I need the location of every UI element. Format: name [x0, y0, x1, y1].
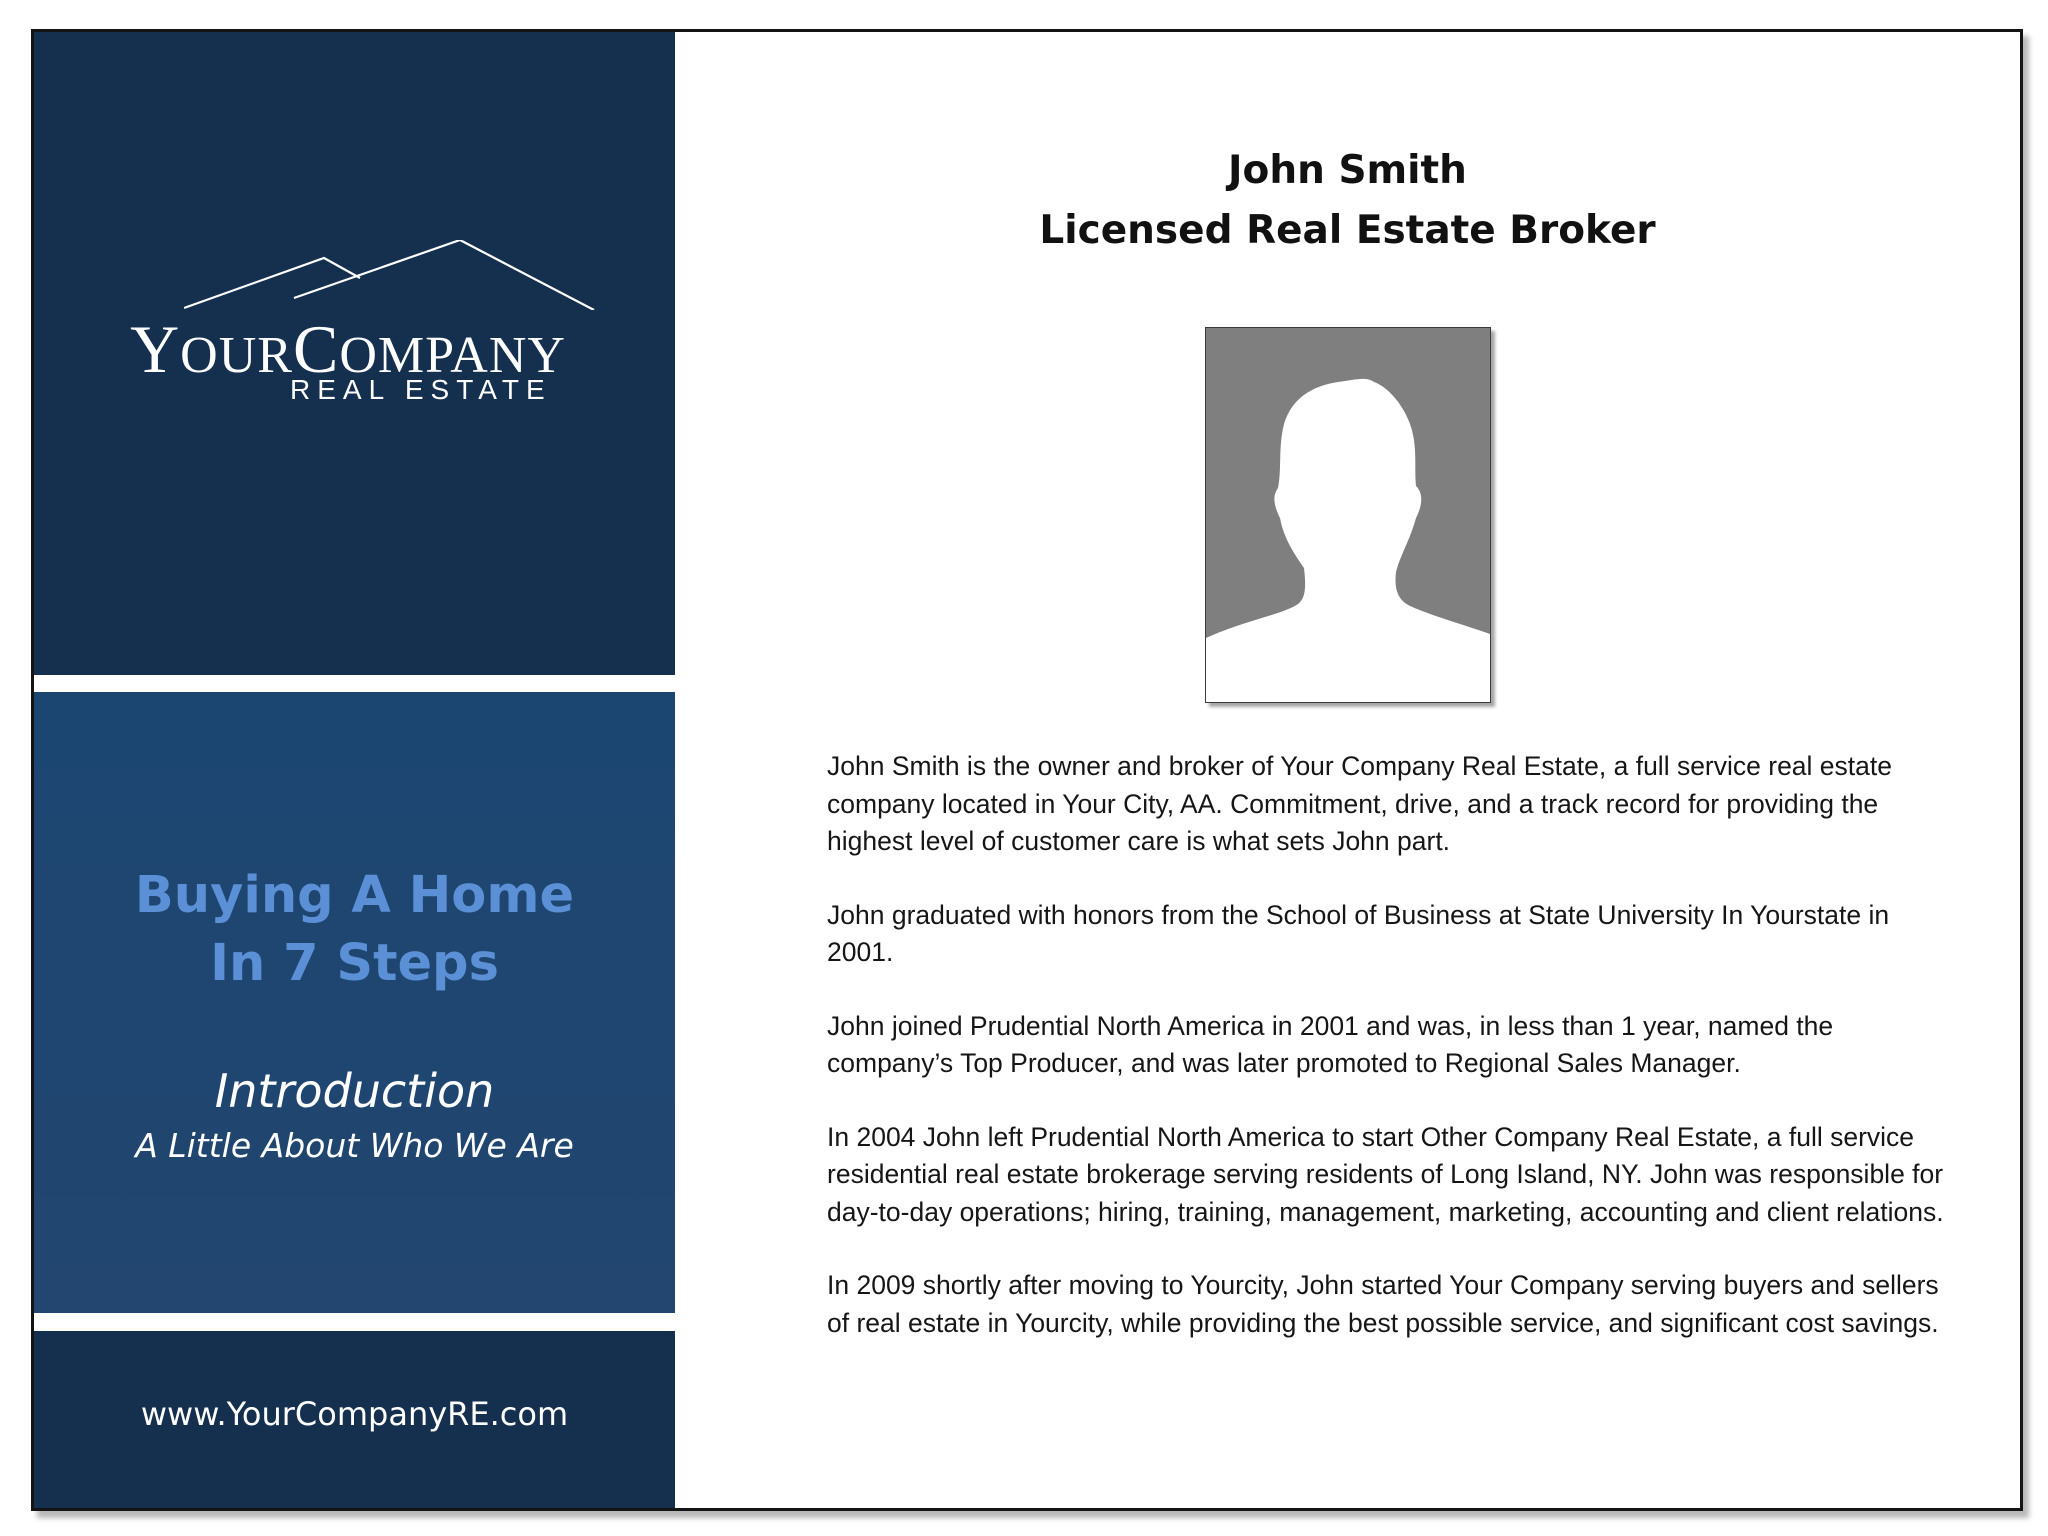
document-page [31, 29, 2023, 1511]
section-title: Introduction [214, 1064, 495, 1118]
section-subtitle: A Little About Who We Are [135, 1126, 574, 1165]
guide-title [34, 862, 675, 998]
guide-title-panel [34, 692, 675, 1313]
website-url: www.YourCompanyRE.com [140, 1395, 569, 1433]
sidebar [34, 32, 675, 1508]
bio-paragraph: John graduated with honors from the School of Business at State University In Yourstate in 2001. [827, 899, 1890, 967]
company-wordmark: YOURCOMPANY [130, 311, 566, 387]
agent-bio [827, 748, 1957, 1378]
bio-paragraph: In 2004 John left Prudential North America to start Other Company Real Estate, a full service residential real estate brokerage serving residents of Long Island, NY. John was responsible for day-to-day operations; hiring, training, management, marketing, accounting and client relations. [827, 1121, 1944, 1227]
guide-title-line2: In 7 Steps [210, 934, 499, 993]
person-silhouette-icon [1206, 328, 1490, 702]
logo-panel [34, 32, 675, 675]
agent-photo-placeholder [1205, 327, 1491, 703]
guide-title-line1: Buying A Home [134, 866, 575, 925]
agent-role: Licensed Real Estate Broker [1039, 208, 1656, 253]
bio-paragraph: John Smith is the owner and broker of Your Company Real Estate, a full service real estate company located in Your City, AA. Commitment, drive, and a track record for providing the highest level of customer care is what sets John part. [827, 751, 1892, 856]
bio-paragraph: In 2009 shortly after moving to Yourcity, John started Your Company serving buyers and sellers of real estate in Yourcity, while providing the best possible service, and significant cost savings. [827, 1270, 1939, 1338]
bio-paragraph: John joined Prudential North America in 2001 and was, in less than 1 year, named the company’s Top Producer, and was later promoted to Regional Sales Manager. [827, 1010, 1834, 1078]
roof-logo-icon [184, 240, 604, 310]
company-subtitle: REAL ESTATE [290, 374, 552, 405]
main-content [675, 32, 2020, 1508]
agent-name: John Smith [1228, 148, 1467, 193]
